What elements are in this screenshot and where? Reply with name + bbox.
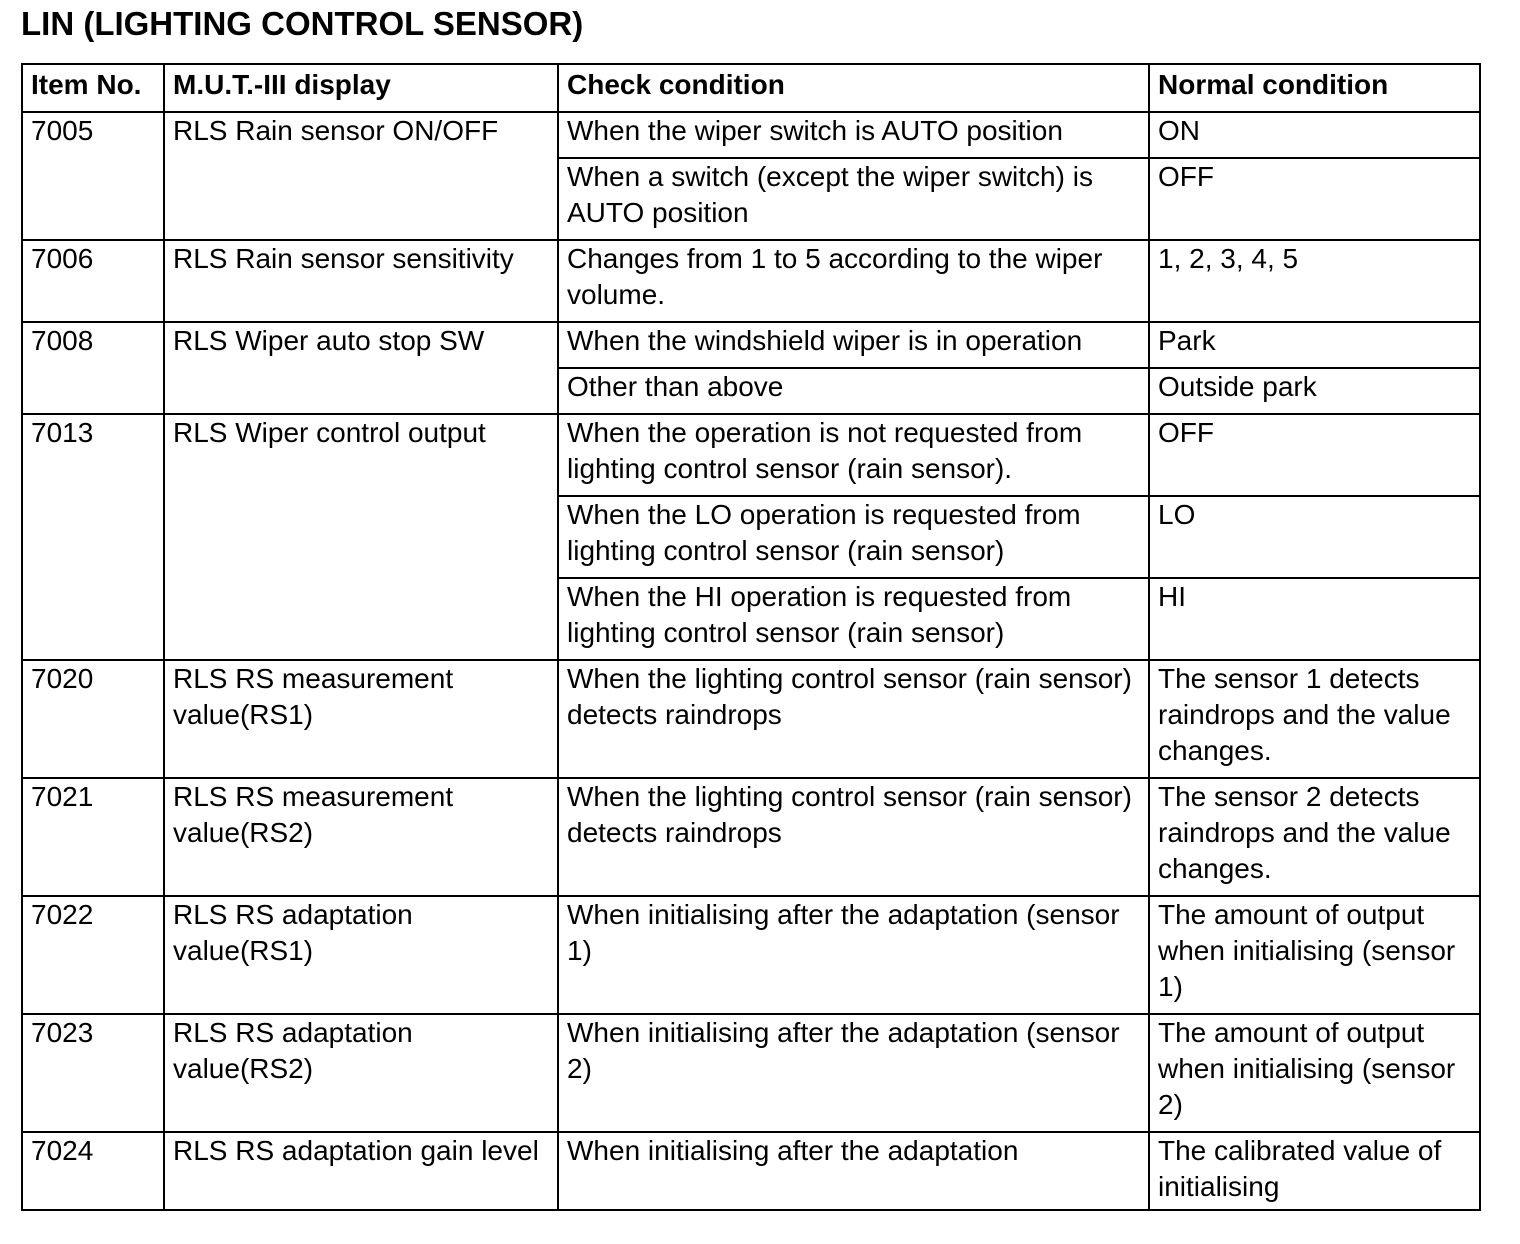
table-row [22,896,1480,1014]
normal-condition-cell: OFF [1149,158,1480,240]
table-row [22,778,1480,896]
table-row [22,1014,1480,1132]
normal-condition-cell: HI [1149,578,1480,660]
display-cell: RLS RS measurement value(RS1) [164,660,558,778]
item-no-cell: 7005 [22,112,164,240]
item-no-cell: 7023 [22,1014,164,1132]
item-no-cell: 7013 [22,414,164,660]
normal-condition-cell: OFF [1149,414,1480,496]
display-cell: RLS RS measurement value(RS2) [164,778,558,896]
normal-condition-cell: Park [1149,322,1480,368]
check-condition-cell: When initialising after the adaptation [558,1132,1149,1210]
table-row [22,322,1480,368]
display-cell: RLS RS adaptation value(RS2) [164,1014,558,1132]
check-condition-cell: When the lighting control sensor (rain sensor) detects raindrops [558,778,1149,896]
item-no-cell: 7024 [22,1132,164,1210]
header-check-condition: Check condition [558,64,1149,112]
normal-condition-cell: Outside park [1149,368,1480,414]
display-cell: RLS Wiper control output [164,414,558,660]
normal-condition-cell: The calibrated value of initialising [1149,1132,1480,1210]
normal-condition-cell: LO [1149,496,1480,578]
display-cell: RLS Wiper auto stop SW [164,322,558,414]
item-no-cell: 7021 [22,778,164,896]
item-no-cell: 7006 [22,240,164,322]
check-condition-cell: When initialising after the adaptation (sensor 1) [558,896,1149,1014]
item-no-cell: 7008 [22,322,164,414]
table-row [22,660,1480,778]
normal-condition-cell: ON [1149,112,1480,158]
item-no-cell: 7020 [22,660,164,778]
check-condition-cell: Changes from 1 to 5 according to the wiper volume. [558,240,1149,322]
display-cell: RLS RS adaptation gain level [164,1132,558,1210]
table-header-row [22,64,1480,112]
page-title: LIN (LIGHTING CONTROL SENSOR) [21,5,584,42]
normal-condition-cell: The amount of output when initialising (sensor 2) [1149,1014,1480,1132]
check-condition-cell: When the HI operation is requested from lighting control sensor (rain sensor) [558,578,1149,660]
normal-condition-cell: The sensor 2 detects raindrops and the value changes. [1149,778,1480,896]
display-cell: RLS Rain sensor sensitivity [164,240,558,322]
header-item-no: Item No. [22,64,164,112]
check-condition-cell: When the lighting control sensor (rain sensor) detects raindrops [558,660,1149,778]
check-condition-cell: When the LO operation is requested from lighting control sensor (rain sensor) [558,496,1149,578]
table-row [22,112,1480,158]
display-cell: RLS RS adaptation value(RS1) [164,896,558,1014]
header-normal-condition: Normal condition [1149,64,1480,112]
table-row [22,414,1480,496]
check-condition-cell: Other than above [558,368,1149,414]
check-condition-cell: When a switch (except the wiper switch) is AUTO position [558,158,1149,240]
check-condition-cell: When initialising after the adaptation (sensor 2) [558,1014,1149,1132]
lin-data-table [21,63,1481,1211]
normal-condition-cell: The sensor 1 detects raindrops and the value changes. [1149,660,1480,778]
check-condition-cell: When the wiper switch is AUTO position [558,112,1149,158]
check-condition-cell: When the operation is not requested from lighting control sensor (rain sensor). [558,414,1149,496]
display-cell: RLS Rain sensor ON/OFF [164,112,558,240]
check-condition-cell: When the windshield wiper is in operation [558,322,1149,368]
header-display: M.U.T.-III display [164,64,558,112]
normal-condition-cell: The amount of output when initialising (sensor 1) [1149,896,1480,1014]
item-no-cell: 7022 [22,896,164,1014]
table-row [22,240,1480,322]
table-row [22,1132,1480,1210]
normal-condition-cell: 1, 2, 3, 4, 5 [1149,240,1480,322]
